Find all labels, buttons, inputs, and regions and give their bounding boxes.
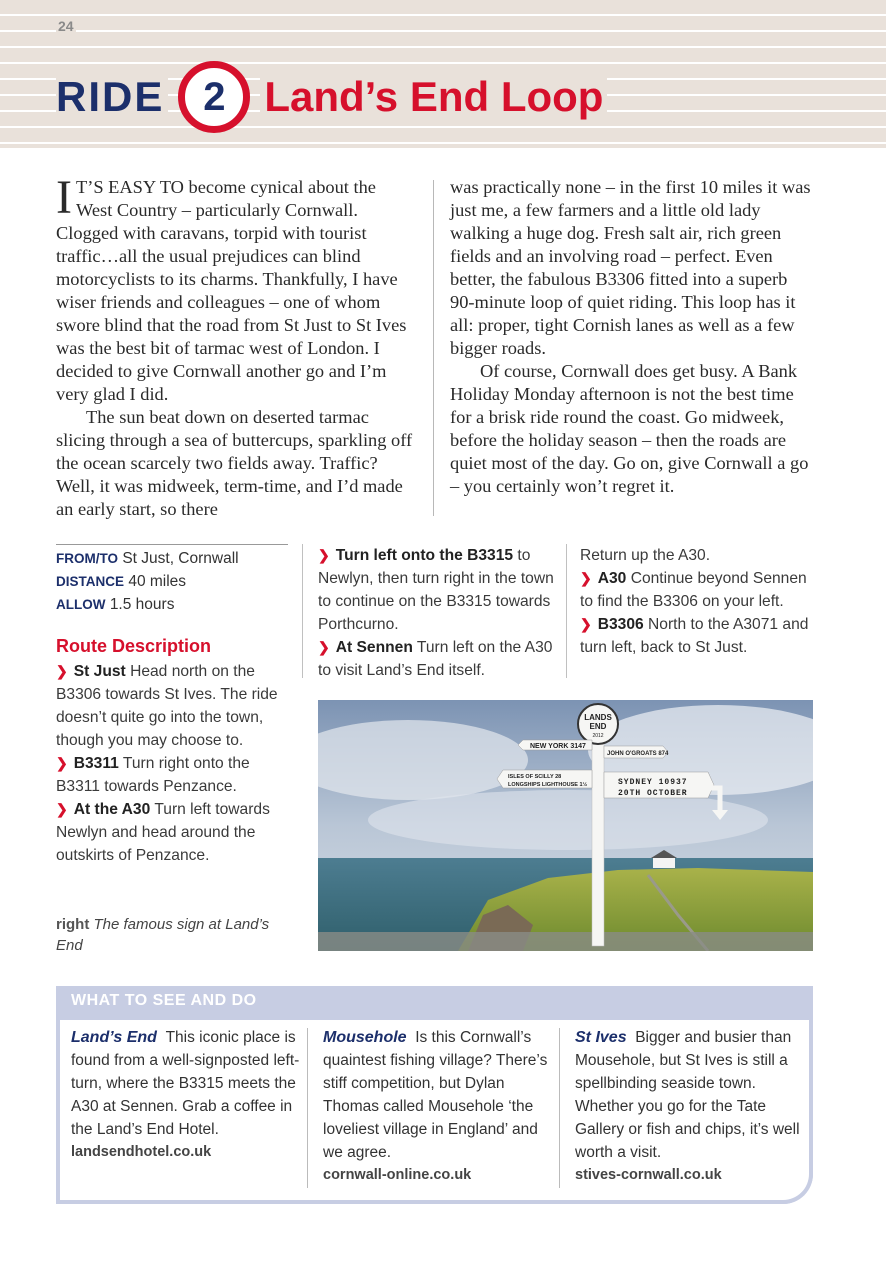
see-divider xyxy=(559,1028,560,1188)
route-step: ❯ At the A30 Turn left towards Newlyn and head around the outskirts of Penzance. xyxy=(56,801,270,864)
intro-paragraph-3: was practically none – in the first 10 miles it was just me, a few farmers and a little old lady walking a huge dog. Fresh salt air, rich green fields and an involving road – perfect. Even better, the fabulous B3306 fitted into a superb 90-minute loop of quiet riding. This loop has it all: proper, tight Cornish lanes as well as a few bigger roads. xyxy=(450,177,811,358)
see-item-url[interactable]: stives-cornwall.co.uk xyxy=(575,1167,722,1183)
chevron-right-icon: ❯ xyxy=(318,547,330,563)
sign-top: LANDS xyxy=(584,713,612,722)
ride-number-badge xyxy=(178,61,250,133)
see-item-st-ives: St Ives Bigger and busier than Mousehole, but St Ives is still a spellbinding seaside town. Whether you go for the Tate Gallery or fish and chips, it’s well worth a visit. stives-cornwall.co.uk xyxy=(575,1026,811,1187)
ride-number: 2 xyxy=(203,74,226,119)
route-step: ❯ St Just Head north on the B3306 towards St Ives. The ride doesn’t quite go into the town, though you may choose to. xyxy=(56,663,278,749)
route-divider xyxy=(302,544,303,678)
see-item-url[interactable]: landsendhotel.co.uk xyxy=(71,1144,212,1160)
see-item-name: Mousehole xyxy=(323,1029,407,1046)
platform xyxy=(318,932,813,951)
column-divider xyxy=(433,180,434,516)
sign-mid: END xyxy=(589,722,607,731)
see-divider xyxy=(307,1028,308,1188)
cloud xyxy=(368,790,768,850)
chevron-right-icon: ❯ xyxy=(56,663,68,679)
ride-title xyxy=(56,58,607,136)
sign-post xyxy=(592,724,604,946)
route-title: Route Description xyxy=(56,636,212,656)
intro-paragraph-4: Of course, Cornwall does get busy. A Bank Holiday Monday afternoon is not the best time for a brisk ride round the coast. Go midweek, before the holiday season – then the roads are quiet most of the day. Go on, give Cornwall a go – you certainly won’t regret it. xyxy=(450,361,809,496)
see-item-url[interactable]: cornwall-online.co.uk xyxy=(323,1167,472,1183)
drop-cap: I xyxy=(56,171,72,224)
sign-arm-johnogroats: JOHN O'GROATS 874 xyxy=(607,751,669,757)
chevron-right-icon: ❯ xyxy=(56,755,68,771)
sign-arm-longships: LONGSHIPS LIGHTHOUSE 1½ xyxy=(508,782,588,788)
see-and-do-heading: WHAT TO SEE AND DO xyxy=(71,992,257,1009)
route-column-1 xyxy=(56,660,296,867)
see-item-name: Land’s End xyxy=(71,1029,157,1046)
lands-end-photo xyxy=(318,700,813,951)
chevron-right-icon: ❯ xyxy=(580,616,592,632)
route-divider xyxy=(566,544,567,678)
fact-from-to: FROM/TO St Just, Cornwall xyxy=(56,550,239,567)
see-item-mousehole: Mousehole Is this Cornwall’s quaintest fishing village? There’s stiff competition, but Dylan Thomas called Mousehole ‘the loveliest village in England’ and we agree. cornwall-online.co.uk xyxy=(323,1026,559,1187)
route-step: Return up the A30. xyxy=(580,547,711,564)
see-item-lands-end: Land’s End This iconic place is found from a well-signposted left-turn, where the B3315 meets the A30 at Sennen. Grab a coffee in the Land’s End Hotel. landsendhotel.co.uk xyxy=(71,1026,307,1164)
route-column-3 xyxy=(580,544,812,659)
chevron-right-icon: ❯ xyxy=(318,639,330,655)
intro-column-1 xyxy=(56,171,416,521)
intro-paragraph-2: The sun beat down on deserted tarmac slicing through a sea of buttercups, sparkling off the ocean scarcely two fields away. Traffic? Well, it was midweek, term-time, and I’d made an early start, so there xyxy=(56,407,413,519)
chevron-right-icon: ❯ xyxy=(580,570,592,586)
building xyxy=(653,858,675,868)
ride-label: RIDE xyxy=(56,76,168,118)
fact-distance: DISTANCE 40 miles xyxy=(56,573,187,590)
route-step: ❯ Turn left onto the B3315 to Newlyn, then turn right in the town to continue on the B3315 towards Porthcurno. xyxy=(318,547,554,633)
chevron-right-icon: ❯ xyxy=(56,801,68,817)
route-step: ❯ B3306 North to the A3071 and turn left, back to St Just. xyxy=(580,616,809,656)
sign-arm-scilly: ISLES OF SCILLY 28 xyxy=(508,774,562,780)
sign-arm-date: 20TH OCTOBER xyxy=(618,789,688,798)
see-item-name: St Ives xyxy=(575,1029,627,1046)
page-number: 24 xyxy=(58,18,74,34)
sign-arm-sydney: SYDNEY 10937 xyxy=(618,778,688,787)
ride-name: Land’s End Loop xyxy=(260,76,607,118)
ride-facts xyxy=(56,544,288,616)
sign-arm-newyork: NEW YORK 3147 xyxy=(530,743,586,750)
photo-caption: right The famous sign at Land’s End xyxy=(56,916,270,954)
route-step: ❯ At Sennen Turn left on the A30 to visit Land’s End itself. xyxy=(318,639,553,679)
route-step: ❯ A30 Continue beyond Sennen to find the B3306 on your left. xyxy=(580,570,807,610)
route-step: ❯ B3311 Turn right onto the B3311 towards Penzance. xyxy=(56,755,250,795)
fact-allow: ALLOW 1.5 hours xyxy=(56,596,175,613)
intro-paragraph-1: I T’S EASY TO become cynical about the West Country – particularly Cornwall. Clogged with caravans, torpid with tourist traffic…all the usual prejudices can blind motorcyclists to its charms. Thankfully, I have wiser friends and colleagues – one of whom swore blind that the road from St Just to St Ives was the best bit of tarmac west of London. I decided to give Cornwall another go and I’m very glad I did. xyxy=(56,171,407,404)
sign-year: 2012 xyxy=(592,733,604,739)
intro-column-2 xyxy=(450,176,814,498)
route-column-2 xyxy=(318,544,558,682)
